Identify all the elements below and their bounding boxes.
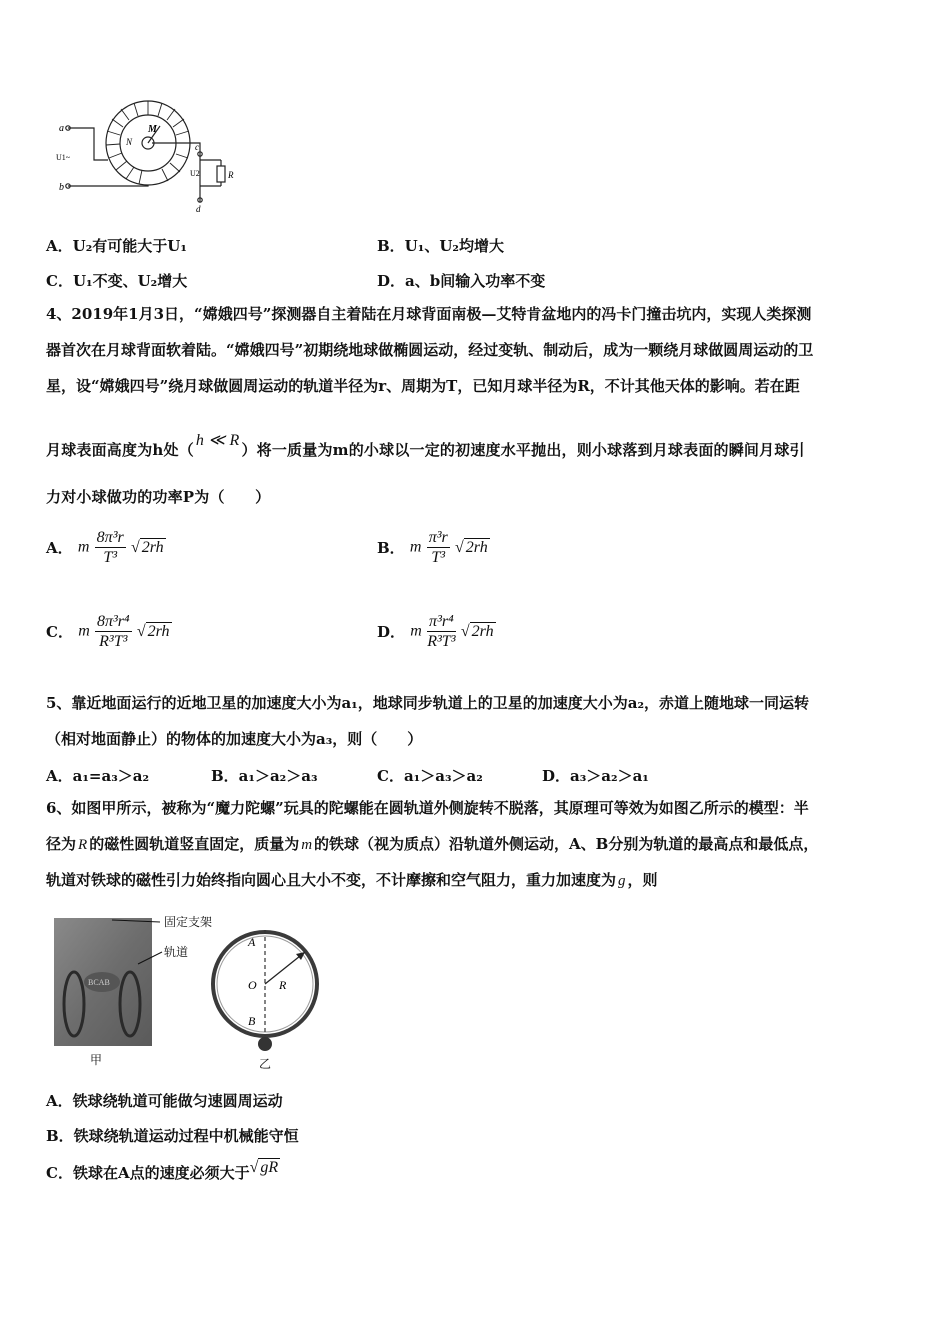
label-A: A (248, 935, 256, 949)
q5-line1: 5、靠近地面运行的近地卫星的加速度大小为a₁，地球同步轨道上的卫星的加速度大小为a₂，赤道上随地球一同运转 (46, 694, 810, 712)
magic-top-diagram (50, 912, 350, 1072)
q5-option-d: D．a₃＞a₂＞a₁ (542, 767, 649, 785)
q4-option-c (46, 612, 172, 651)
q6-symbol-R: R (78, 837, 88, 853)
q5-line2: （相对地面静止）的物体的加速度大小为a₃，则（ ） (46, 730, 423, 748)
label-O: O (248, 978, 257, 992)
q6-line1: 6、如图甲所示，被称为“魔力陀螺”玩具的陀螺能在圆轨道外侧旋转不脱落，其原理可等效为如图乙所示的模型：半 (46, 799, 809, 817)
q6-symbol-m: m (301, 837, 313, 853)
q4-option-a-label: A． (46, 539, 73, 557)
q4-option-d-sqrt: √ 2rh (460, 622, 494, 640)
q4-option-c-m: m (78, 622, 90, 640)
q4-option-d-fraction: $\frac{\text{π³r⁴}}{\text{R³T³}}$ (427, 613, 456, 650)
q5-option-a: A．a₁=a₃＞a₂ (46, 767, 150, 785)
q4-line5: 力对小球做功的功率P为（ ） (46, 488, 271, 506)
label-U1: U1~ (56, 153, 71, 162)
q6-figure (50, 912, 350, 1072)
q4-option-b-m: m (409, 538, 422, 556)
q6-option-c-text: C．铁球在A点的速度必须大于 (46, 1164, 250, 1182)
q4-option-c-sqrt: √ 2rh (136, 622, 170, 640)
label-N: N (126, 137, 133, 147)
q4-option-c-label: C． (46, 623, 73, 641)
label-b: b (59, 182, 64, 193)
q4-line4-b: ）将一质量为m的小球以一定的初速度水平抛出，则小球落到月球表面的瞬间月球引 (241, 441, 805, 459)
q3-figure (56, 98, 246, 216)
q6-option-c (46, 1159, 280, 1183)
label-R: R (228, 170, 234, 180)
q6-option-a: A．铁球绕轨道可能做匀速圆周运动 (46, 1092, 283, 1110)
q6-line3: 轨道对铁球的磁性引力始终指向圆心且大小不变，不计摩擦和空气阻力，重力加速度为 g ，则 (46, 871, 658, 889)
label-fixed-support: 固定支架 (164, 915, 213, 929)
toroid-transformer-diagram (56, 98, 246, 216)
q4-option-b-label: B． (377, 539, 405, 557)
label-jia: 甲 (90, 1053, 103, 1067)
iron-ball (258, 1037, 272, 1051)
q4-stem (46, 296, 908, 404)
q4-option-d-label: D． (377, 623, 406, 641)
label-R: R (279, 978, 287, 992)
q4-line4-a: 月球表面高度为h处（ (46, 441, 194, 459)
q4-option-a-m: m (77, 538, 90, 556)
q4-option-d-m: m (410, 622, 422, 640)
q4-option-b-fraction: $\frac{\text{π³r}}{\text{T³}}$ (428, 529, 448, 566)
q4-line3: 星，设“嫦娥四号”绕月球做圆周运动的轨道半径为r、周期为T，已知月球半径为R，不计其他天体的影响。若在距 (46, 377, 800, 395)
q3-option-a: A．U₂有可能大于U₁ (46, 237, 187, 255)
q3-option-c: C．U₁不变、U₂增大 (46, 272, 188, 290)
q4-option-a-fraction: $\frac{\text{8π³r}}{\text{T³}}$ (96, 529, 124, 566)
q4-option-a-sqrt: √ 2rh (130, 538, 164, 556)
q3-option-d: D．a、b间输入功率不变 (377, 272, 546, 290)
q6-line2: 径为 R 的磁性圆轨道竖直固定，质量为 m 的铁球（视为质点）沿轨道外侧运动，A、B分别为轨道的最高点和最低点， (46, 835, 819, 853)
label-M: M (148, 124, 157, 135)
q4-h-condition: h ≪ R (195, 432, 240, 449)
label-c: c (195, 142, 199, 152)
q5-option-b: B．a₁＞a₂＞a₃ (211, 767, 318, 785)
q4-line2: 器首次在月球背面软着陆。“嫦娥四号”初期绕地球做椭圆运动，经过变轨、制动后，成为一颗绕月球做圆周运动的卫 (46, 341, 814, 359)
photo-text: BCAB (88, 978, 110, 987)
q4-line4 (46, 432, 805, 465)
label-U2: U2 (190, 169, 200, 178)
q4-option-a (46, 528, 166, 567)
q4-option-b-sqrt: √ 2rh (455, 538, 488, 556)
q4-option-d (377, 612, 496, 651)
label-track: 轨道 (164, 945, 189, 959)
label-B: B (248, 1014, 256, 1028)
q4-option-b (377, 528, 490, 567)
label-yi: 乙 (259, 1057, 272, 1071)
label-d: d (196, 204, 201, 214)
q6-option-c-sqrt: √ gR (249, 1159, 279, 1176)
label-a: a (59, 123, 64, 134)
q6-option-b: B．铁球绕轨道运动过程中机械能守恒 (46, 1127, 299, 1145)
q4-line1: 4、2019年1月3日，“嫦娥四号”探测器自主着陆在月球背面南极—艾特肯盆地内的冯卡门撞击坑内，实现人类探测 (46, 305, 812, 323)
q5-option-c: C．a₁＞a₃＞a₂ (377, 767, 483, 785)
q6-symbol-g: g (618, 873, 626, 889)
q6-stem (46, 790, 908, 898)
q5-stem (46, 685, 908, 757)
q3-option-b: B．U₁、U₂均增大 (377, 237, 504, 255)
q4-option-c-fraction: $\frac{\text{8π³r⁴}}{\text{R³T³}}$ (96, 613, 130, 650)
